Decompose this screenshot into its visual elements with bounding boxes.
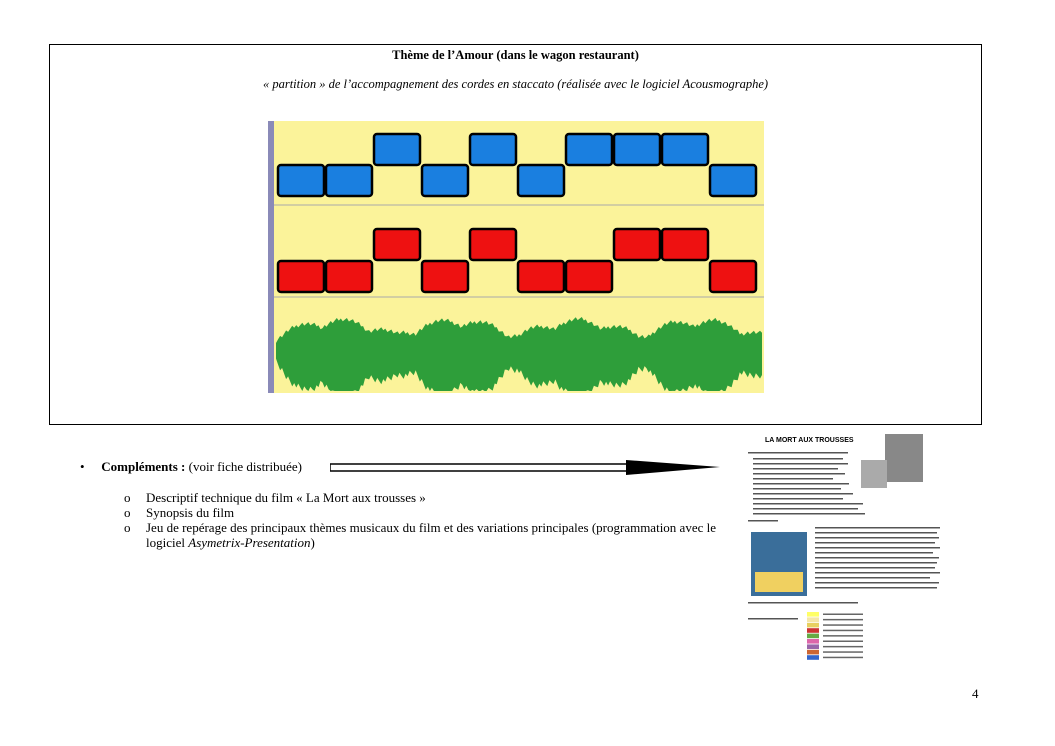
bullet-icon: • [80, 459, 85, 474]
list-item: o Jeu de repérage des principaux thèmes musicaux du film et des variations principales (programmation avec le logiciel Asymetrix-Presentation) [124, 520, 716, 550]
legend-swatch [807, 644, 819, 649]
photo-thumbnail [885, 434, 923, 482]
legend-swatch [807, 623, 819, 628]
note-block [278, 165, 324, 196]
note-block [374, 229, 420, 260]
note-block [278, 261, 324, 292]
note-block [326, 261, 372, 292]
complements-line [80, 459, 302, 475]
complements-list [120, 490, 720, 550]
acousmograph-score [268, 121, 764, 393]
legend-swatch [807, 639, 819, 644]
note-block [374, 134, 420, 165]
note-block [566, 261, 612, 292]
page-number: 4 [972, 686, 979, 701]
legend-swatch [807, 650, 819, 655]
playback-cursor [268, 121, 274, 393]
thumbnail-heading: LA MORT AUX TROUSSES [765, 437, 854, 444]
note-block [662, 229, 708, 260]
note-block [422, 261, 468, 292]
circle-bullet-icon: o [124, 520, 131, 535]
legend-swatch [807, 612, 819, 617]
note-block [518, 261, 564, 292]
legend-swatch [807, 617, 819, 622]
score-title: Thème de l’Amour (dans le wagon restaurant) [392, 48, 639, 62]
note-block [614, 229, 660, 260]
list-item: o Synopsis du film [124, 505, 235, 520]
arrow-icon [330, 456, 720, 478]
note-block [566, 134, 612, 165]
note-block [614, 134, 660, 165]
note-block [422, 165, 468, 196]
note-block [710, 261, 756, 292]
note-block [326, 165, 372, 196]
note-block [470, 229, 516, 260]
list-item: o Descriptif technique du film « La Mort aux trousses » [124, 490, 426, 505]
complements-note: (voir fiche distribuée) [188, 459, 302, 474]
note-block [518, 165, 564, 196]
note-block [662, 134, 708, 165]
legend-swatch [807, 634, 819, 639]
note-block [470, 134, 516, 165]
legend-swatch [807, 655, 819, 660]
score-frame [49, 44, 982, 425]
note-block [710, 165, 756, 196]
score-subtitle: « partition » de l’accompagnement des cordes en staccato (réalisée avec le logiciel Acousmographe) [262, 77, 769, 91]
legend-swatch [807, 628, 819, 633]
handout-thumbnail [745, 432, 945, 662]
complements-label: Compléments : [101, 459, 186, 474]
circle-bullet-icon: o [124, 505, 131, 520]
circle-bullet-icon: o [124, 490, 131, 505]
